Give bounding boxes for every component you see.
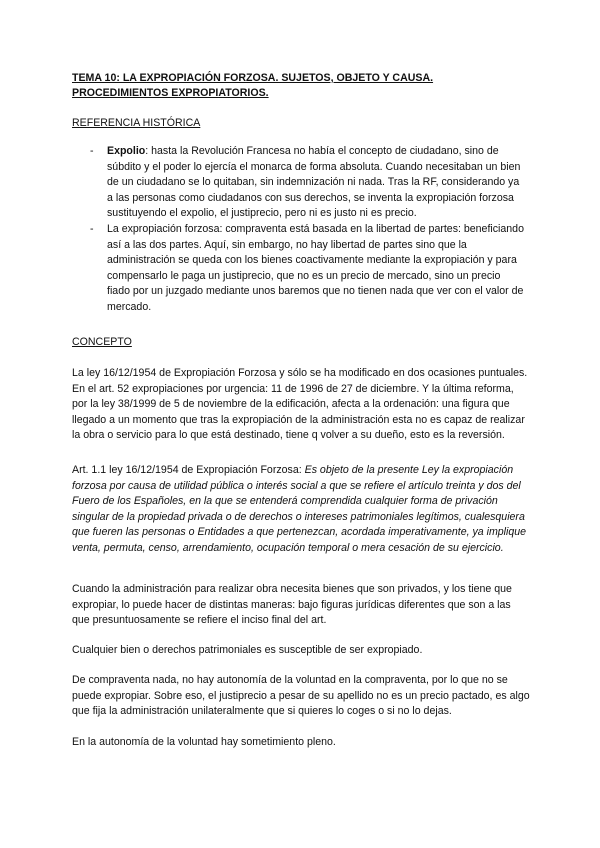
paragraph-assets: Cualquier bien o derechos patrimoniales es susceptible de ser expropiado. <box>72 644 423 656</box>
article-quote: Es objeto de la presente Ley la expropiación forzosa por causa de utilidad pública o interés social a que se refiere el artículo treinta y dos del Fuero de los Españoles, en la que se entenderá comprendida cualquier forma de privación singular de la propiedad privada o de derechos o intereses patrimoniales legítimos, cualesquiera que fueren las personas o Entidades a que pertenezcan, acordada imperativamente, ya implique venta, permuta, censo, arrendamiento, ocupación temporal o mera cesación de su ejercicio. <box>72 464 527 554</box>
bullet-term-expolio: Expolio <box>107 145 146 157</box>
paragraph-article <box>72 463 530 557</box>
paragraph-autonomy: En la autonomía de la voluntad hay sometimiento pleno. <box>72 736 336 748</box>
bullet-dash: - <box>90 222 94 235</box>
list-item <box>90 144 526 222</box>
paragraph-administration: Cuando la administración para realizar obra necesita bienes que son privados, y los tiene que expropiar, lo puede hacer de distintas maneras: bajo figuras jurídicas diferentes que son a las que presuntuosamente se refiere el inciso final del art. <box>72 583 512 627</box>
historical-bullet-list <box>90 144 526 316</box>
bullet-text: : hasta la Revolución Francesa no había el concepto de ciudadano, sino de súbdito y el poder lo ejercía el monarca de forma absoluta. Cuando necesitaban un bien de un ciudadano se lo quitaban, sin indemnización ni nada. Tras la RF, considerando ya a las personas como ciudadanos con sus derechos, se inventa la expropiación forzosa sustituyendo el expolio, el justiprecio, pero ni es justo ni es precio. <box>107 145 521 220</box>
article-lead: Art. 1.1 ley 16/12/1954 de Expropiación Forzosa: <box>72 464 305 476</box>
title-line-1: TEMA 10: LA EXPROPIACIÓN FORZOSA. SUJETOS, OBJETO Y CAUSA. <box>72 72 434 84</box>
bullet-dash: - <box>90 145 94 157</box>
list-item <box>90 222 526 316</box>
bullet-text: La expropiación forzosa: compraventa está basada en la libertad de partes: beneficiando así a las dos partes. Aquí, sin embargo, no hay libertad de partes sino que la administración se queda con los bienes coactivamente mediante la expropiación y para compensarlo le paga un justiprecio, que no es un precio de mercado, sino un precio fiado por un juzgado mediante unos baremos que no tienen nada que ver con el valor de mercado. <box>107 222 524 313</box>
paragraph-compraventa: De compraventa nada, no hay autonomía de la voluntad en la compraventa, por lo que no se puede expropiar. Sobre eso, el justiprecio a pesar de su apellido no es un precio pactado, es algo que fija la administración unilateralmente que si quieres lo coges o si no lo dejas. <box>72 674 530 718</box>
paragraph-law: La ley 16/12/1954 de Expropiación Forzosa y sólo se ha modificado en dos ocasiones puntuales. En el art. 52 expropiaciones por urgencia: 11 de 1996 de 27 de diciembre. Y la última reforma, por la ley 38/1999 de 5 de noviembre de la edificación, afecta a la ordenación: una figura que llegado a un momento que tras la expropiación de la administración esta no es capaz de realizar la obra o servicio para lo que está destinado, tiene q volver a su dueño, esto es la reversión. <box>72 367 528 442</box>
section-heading-concept: CONCEPTO <box>72 336 132 348</box>
document-title <box>72 71 472 101</box>
title-line-2: PROCEDIMIENTOS EXPROPIATORIOS. <box>72 87 269 99</box>
section-heading-historical: REFERENCIA HISTÓRICA <box>72 117 201 129</box>
